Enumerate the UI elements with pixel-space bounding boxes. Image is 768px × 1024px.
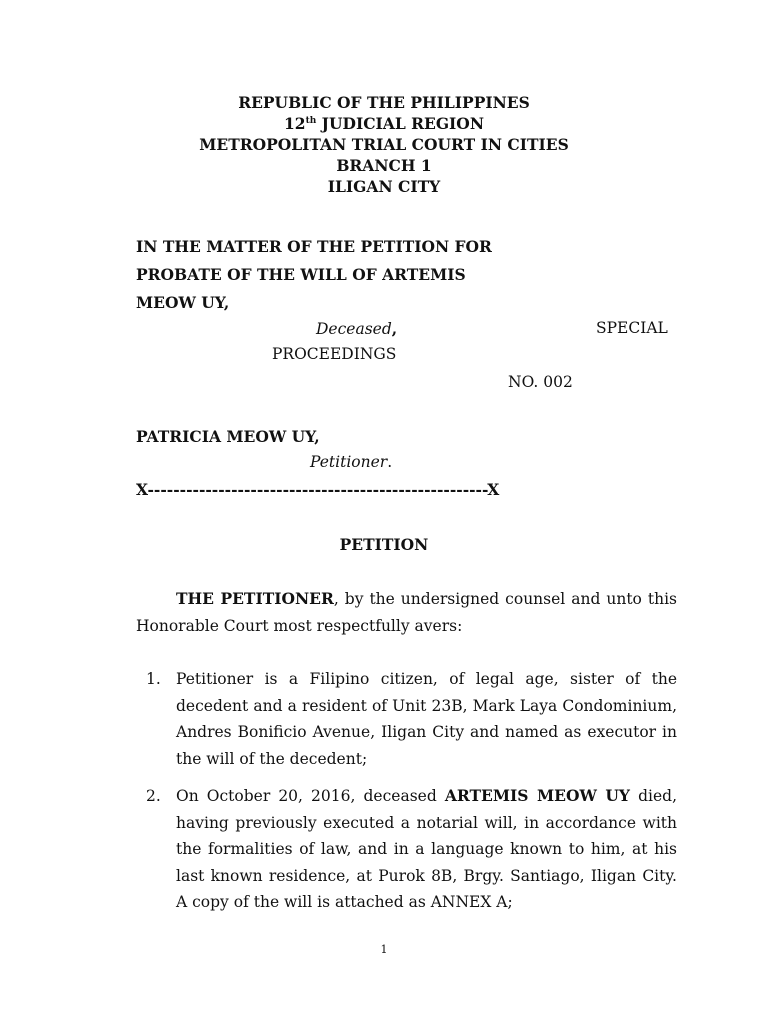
- caption-proceedings: PROCEEDINGS: [272, 345, 397, 363]
- page-number: 1: [380, 943, 388, 956]
- intro-paragraph: THE PETITIONER, by the undersigned counsel and unto this Honorable Court most respectfully avers:: [136, 589, 678, 635]
- header-judicial-region: 12th JUDICIAL REGION: [284, 114, 484, 133]
- header-court: METROPOLITAN TRIAL COURT IN CITIES: [199, 135, 569, 154]
- caption-case-number: NO. 002: [508, 373, 573, 391]
- caption-matter-line3: MEOW UY,: [136, 293, 230, 312]
- header-branch: BRANCH 1: [336, 156, 432, 175]
- caption-separator: X-----------------------------------------------------X: [136, 480, 500, 499]
- list-item-text: Petitioner is a Filipino citizen, of legal age, sister of the decedent and a resident of Unit 23B, Mark Laya Condominium, Andres Bonificio Avenue, Iligan City and named as executor in the will of the decedent;: [176, 670, 677, 768]
- list-item-number: 2.: [146, 787, 161, 805]
- list-item: [136, 783, 677, 916]
- caption-matter-line2: PROBATE OF THE WILL OF ARTEMIS: [136, 265, 466, 284]
- list-item: [136, 666, 677, 772]
- caption-deceased: Deceased,: [316, 319, 398, 338]
- caption-petitioner-role: Petitioner.: [310, 453, 393, 471]
- header-city: ILIGAN CITY: [327, 177, 441, 196]
- header-republic: REPUBLIC OF THE PHILIPPINES: [238, 93, 530, 112]
- caption-special: SPECIAL: [596, 319, 668, 337]
- caption-petitioner-name: PATRICIA MEOW UY,: [136, 427, 320, 446]
- caption-matter-line1: IN THE MATTER OF THE PETITION FOR: [136, 237, 492, 256]
- list-item-text: On October 20, 2016, deceased ARTEMIS MEOW UY died, having previously executed a notarial will, in accordance with the formalities of law, and in a language known to him, at his last known residence, at Purok 8B, Brgy. Santiago, Iligan City. A copy of the will is attached as ANNEX A;: [176, 786, 678, 911]
- document-title: PETITION: [339, 535, 429, 554]
- list-item-number: 1.: [146, 670, 161, 688]
